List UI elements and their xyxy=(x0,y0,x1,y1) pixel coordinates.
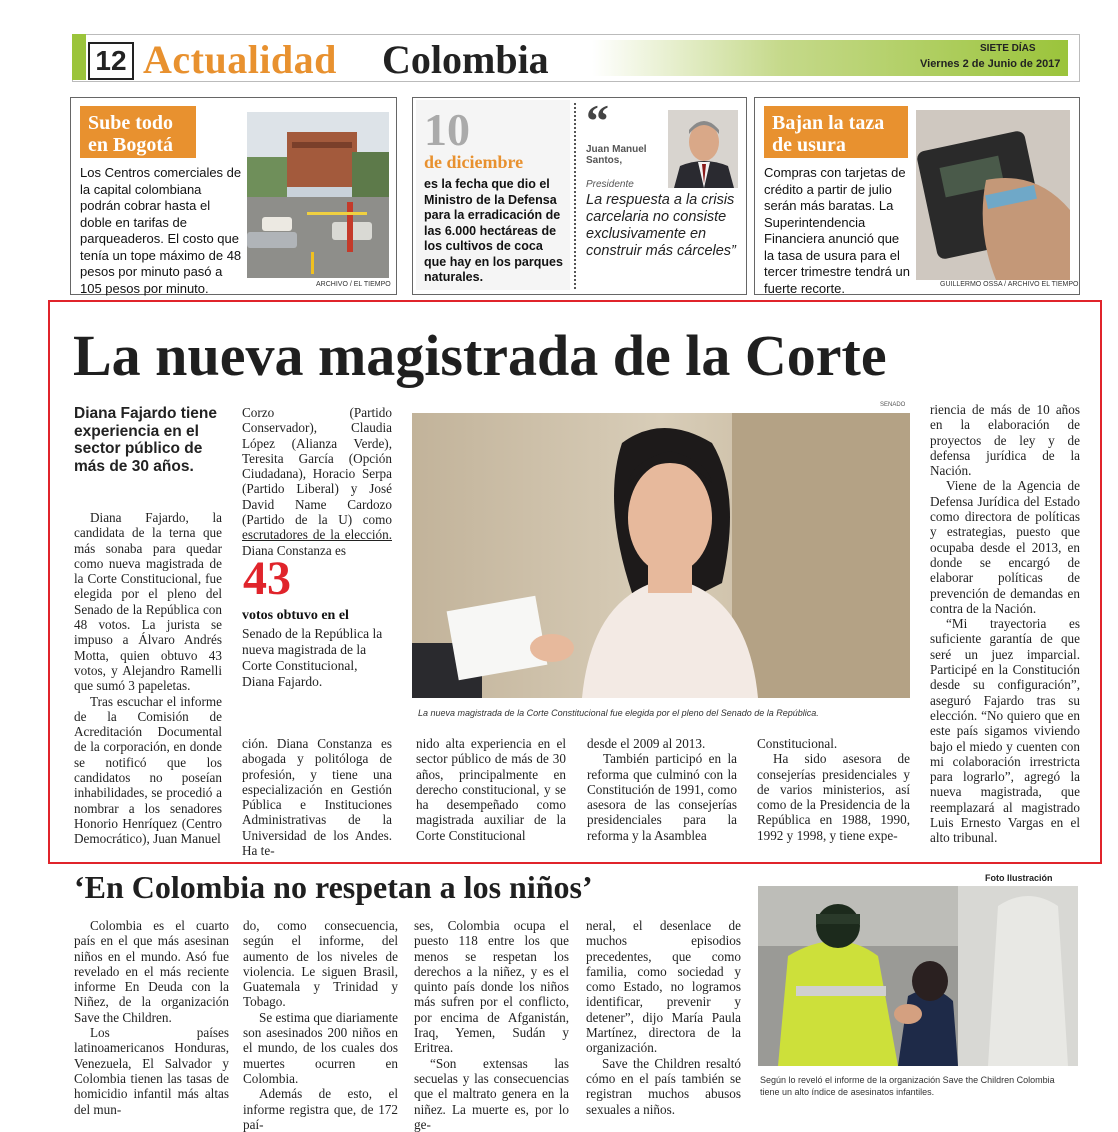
photo-credit: ARCHIVO / EL TIEMPO xyxy=(316,281,391,288)
card-terminal-photo xyxy=(916,110,1070,280)
paragraph: Además de esto, el informe registra que, de 172 paí- xyxy=(243,1086,398,1132)
highlight-text: Senado de la República la nueva magistrada de la Corte Constitucional, Diana Fajardo. xyxy=(242,626,383,689)
magistrate-photo xyxy=(412,413,910,698)
quote-mark-icon: “ xyxy=(586,95,609,146)
brief-text: Los Centros comerciales de la capital colombiana podrán cobrar hasta el doble en tarifas de parqueaderos. El costo que tenía un tope máximo de 48 pesos por minuto pasó a 105 pesos por minuto. xyxy=(80,165,242,296)
paragraph: desde el 2009 al 2013. xyxy=(587,736,706,751)
article-column-2-top xyxy=(242,405,392,558)
paragraph: También participó en la reforma que culminó con la Constitución de 1991, como asesora de las consejerías presidenciales para la reforma y la Asamblea xyxy=(587,751,737,843)
portrait-photo xyxy=(668,110,738,188)
paragraph: nido alta experiencia en el sector público de más de 30 años, principalmente en derecho constitucional, y se ha desempeñado como magistrada auxiliar de la Corte Constitucional xyxy=(416,736,566,843)
paragraph: Diana Fajardo, la candidata de la terna que más sonaba para quedar como nueva magistrada de la Corte Constitucional, fue elegida por el pleno del Senado de la República con 48 votos. La jurista se impuso a Álvaro Andrés Motta, quien obtuvo 43 votos, y Alejandro Ramelli que sumó 3 papeletas. xyxy=(74,510,222,694)
stat-text: es la fecha que dio el Ministro de la Defensa para la erradicación de las 6.000 hectáreas de los cultivos de coca que hay en los parques naturales. xyxy=(424,177,563,284)
brief-title-line1: Bajan la taza xyxy=(772,112,885,134)
photo-caption: Según lo reveló el informe de la organización Save the Children Colombia tiene un alto índice de asesinatos infantiles. xyxy=(760,1075,1055,1097)
brief-title-line2: en Bogotá xyxy=(88,134,173,156)
paragraph: do, como consecuencia, según el informe, del aumento de los niveles de violencia. Le siguen Brasil, Guatemala y Trinidad y Tobago. xyxy=(243,918,398,1010)
dotted-divider xyxy=(574,103,576,289)
article-deck: Diana Fajardo tiene experiencia en el sector público de más de 30 años. xyxy=(74,405,217,475)
issue-date: Viernes 2 de Junio de 2017 xyxy=(920,58,1061,70)
paragraph: ses, Colombia ocupa el puesto 118 entre los que menos se respetan los derechos a la niñez, y es el quinto país donde los niños más sufren por el conflicto, por encima de Afganistán, Iraq, Yemen, Sudán y Eritrea. xyxy=(414,918,569,1056)
photo-credit: SENADO xyxy=(880,402,906,408)
paragraph: riencia de más de 10 años en la elaboración de proyectos de ley y de defensa jurídica de la Nación. xyxy=(930,402,1080,479)
article2-column-1 xyxy=(74,918,229,1117)
highlight-bold-text: votos obtuvo en el xyxy=(242,608,349,623)
paragraph: Tras escuchar el informe de la Comisión de Acreditación Documental de la corporación, en donde se notificó que los candidatos no poseían inhabilidades, se procedió a nombrar a los senadores Honorio Henríquez (Centro Democrático), Juan Manuel xyxy=(74,693,222,847)
paragraph: neral, el desenlace de muchos episodios precedentes, que como familia, como sociedad y como Estado, no logramos identificar, prevenir y detener”, dijo María Paula Martínez, directora de la organización. xyxy=(586,918,741,1056)
paragraph: “Son extensas las secuelas y las consecuencias que el maltrato genera en la niñez. La muerte es, por lo ge- xyxy=(414,1055,569,1132)
quote-person-role: Presidente xyxy=(586,179,634,190)
article2-column-3 xyxy=(414,918,569,1132)
parking-lot-photo xyxy=(247,112,389,278)
article2-column-2 xyxy=(243,918,398,1132)
photo-credit: GUILLERMO OSSA / ARCHIVO EL TIEMPO xyxy=(940,281,1079,288)
paragraph: Los países latinoamericanos Honduras, Venezuela, El Salvador y Colombia tienen las tasas de homicidio infantil más altas del mun- xyxy=(74,1025,229,1117)
article-column-6 xyxy=(930,402,1080,846)
stat-date-label: de diciembre xyxy=(424,152,524,172)
article-column-2-bottom xyxy=(242,736,392,858)
paragraph: Constitucional. xyxy=(757,736,838,751)
paragraph: Corzo (Partido Conservador), Claudia López (Alianza Verde), Teresita García (Opción Ciudadana), Horacio Serpa (Partido Liberal) y José David Name Cardozo (Partido de la U) como escrutadores de la elección. Diana Constanza es xyxy=(242,405,392,558)
article-headline: La nueva magistrada de la Corte xyxy=(73,323,887,388)
paragraph: Se estima que diariamente son asesinados 200 niños en el mundo, de los cuales dos muertes ocurren en Colombia. xyxy=(243,1009,398,1086)
header-accent-strip xyxy=(72,34,86,80)
brief-text: Compras con tarjetas de crédito a partir de julio serán más baratas. La Superintendencia Financiera anunció que la tasa de usura para el tercer trimestre tendrá un fuerte recorte. xyxy=(764,165,910,296)
brief-title-line1: Sube todo xyxy=(88,112,174,134)
quote-text: La respuesta a la crisis carcelaria no consiste exclusivamente en construir más cárceles” xyxy=(586,192,736,259)
article2-headline: ‘En Colombia no respetan a los niños’ xyxy=(74,869,593,905)
article-column-1 xyxy=(74,510,222,847)
page-number: 12 xyxy=(88,42,134,80)
article2-column-4 xyxy=(586,918,741,1117)
article-column-4-bottom xyxy=(587,736,737,843)
divider xyxy=(242,540,392,541)
photo-label: Foto Ilustración xyxy=(985,873,1053,883)
paragraph: Ha sido asesora de consejerías presidenciales y de varios ministerios, así como de la Presidencia de la República en 1988, 1990, 1992 y 1998, y tiene expe- xyxy=(757,751,910,843)
paragraph: “Mi trayectoria es suficiente garantía de que seré un juez imparcial. Participé en la Constitución desde su configuración”, aseguró Fajardo tras su elección. “No quiero que en este país sigamos viviendo bajo el miedo y cuenten con mi colaboración irrestricta para lograrlo”, agregó la nueva magistrada, que reemplazará al magistrado Luis Ernesto Vargas en el alto tribunal. xyxy=(930,616,1080,846)
publication-name: SIETE DÍAS xyxy=(980,43,1036,54)
paragraph: Viene de la Agencia de Defensa Jurídica del Estado como directora de políticas y estrategias, puesto que ocupaba desde el 2013, en donde se encargó de elaborar políticas de prevención de demandas en contra de la Nación. xyxy=(930,478,1080,616)
paragraph: Colombia es el cuarto país en el que más asesinan niños en el mundo. Asó fue revelado en el más reciente informe En Deuda con la Niñez, de la organización Save the Children. xyxy=(74,918,229,1025)
section-title: Actualidad xyxy=(143,37,337,82)
stat-big-number: 10 xyxy=(424,104,470,155)
article-column-3-bottom xyxy=(416,736,566,843)
brief-title-line2: de usura xyxy=(772,134,846,156)
section-subtitle: Colombia xyxy=(382,37,549,82)
paragraph: ción. Diana Constanza es abogada y politóloga de profesión, y tiene una especialización en Gestión Pública e Instituciones Administrativas de la Universidad de los Andes. Ha te- xyxy=(242,736,392,859)
photo-caption: La nueva magistrada de la Corte Constitucional fue elegida por el pleno del Senado de la República. xyxy=(418,708,819,718)
police-child-photo xyxy=(758,886,1078,1066)
article-column-5-bottom xyxy=(757,736,910,843)
paragraph: Save the Children resaltó cómo en el país también se registran muchos abusos sexuales a niños. xyxy=(586,1055,741,1117)
quote-person-name: Juan Manuel Santos, xyxy=(586,144,647,166)
highlight-number: 43 xyxy=(243,552,291,605)
